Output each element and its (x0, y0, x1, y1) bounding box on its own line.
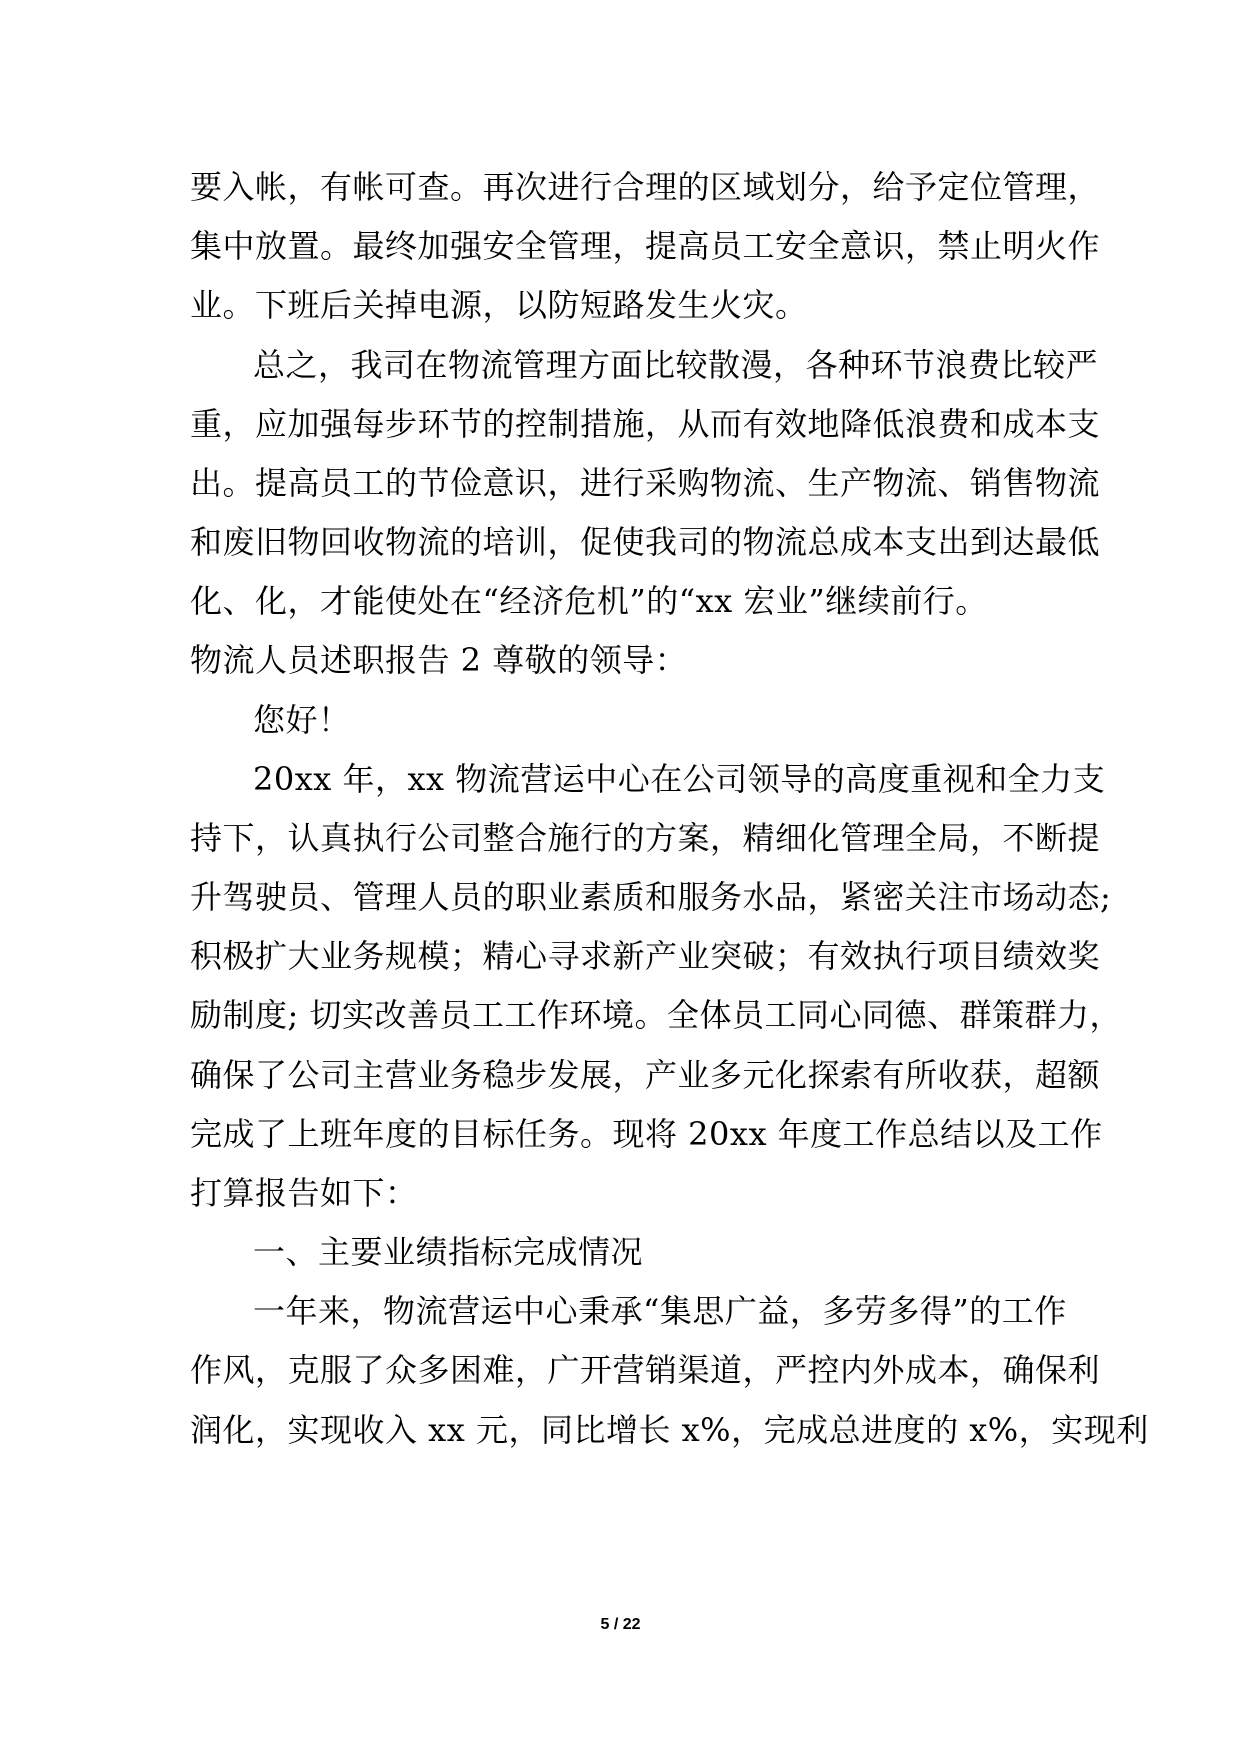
text-line: 重，应加强每步环节的控制措施，从而有效地降低浪费和成本支 (190, 405, 1101, 443)
text-line: 完成了上班年度的目标任务。现将 20xx 年度工作总结以及工作 (190, 1115, 1103, 1153)
text-line: 作风，克服了众多困难，广开营销渠道，严控内外成本，确保利 (190, 1351, 1101, 1389)
report-heading-line: 物流人员述职报告 2 尊敬的领导： (190, 641, 688, 679)
greeting-line: 您好！ (253, 701, 351, 739)
text-line: 出。提高员工的节俭意识，进行采购物流、生产物流、销售物流 (190, 464, 1101, 502)
text-line: 业。下班后关掉电源，以防短路发生火灾。 (190, 286, 808, 324)
paragraph-start-line: 20xx 年，xx 物流营运中心在公司领导的高度重视和全力支 (253, 760, 1106, 798)
text-line: 润化，实现收入 xx 元，同比增长 x%，完成总进度的 x%，实现利 (190, 1411, 1149, 1449)
text-line: 励制度; 切实改善员工工作环境。全体员工同心同德、群策群力， (190, 996, 1122, 1034)
paragraph-start-line: 总之，我司在物流管理方面比较散漫，各种环节浪费比较严 (253, 346, 1099, 384)
text-line: 集中放置。最终加强安全管理，提高员工安全意识，禁止明火作 (190, 227, 1101, 265)
text-line: 和废旧物回收物流的培训，促使我司的物流总成本支出到达最低 (190, 523, 1101, 561)
paragraph-start-line: 一年来，物流营运中心秉承“集思广益，多劳多得”的工作 (253, 1292, 1067, 1330)
text-line: 升驾驶员、管理人员的职业素质和服务水品，紧密关注市场动态; (190, 878, 1112, 916)
section-heading-line: 一、主要业绩指标完成情况 (253, 1233, 644, 1271)
text-line: 持下，认真执行公司整合施行的方案，精细化管理全局，不断提 (190, 819, 1101, 857)
page-number: 5 / 22 (600, 1616, 641, 1633)
text-line: 要入帐，有帐可查。再次进行合理的区域划分，给予定位管理， (190, 168, 1101, 206)
text-line: 化、化，才能使处在“经济危机”的“xx 宏业”继续前行。 (190, 582, 988, 620)
text-line: 积极扩大业务规模；精心寻求新产业突破；有效执行项目绩效奖 (190, 937, 1101, 975)
text-line: 打算报告如下： (190, 1174, 418, 1212)
text-line: 确保了公司主营业务稳步发展，产业多元化探索有所收获，超额 (190, 1056, 1101, 1094)
